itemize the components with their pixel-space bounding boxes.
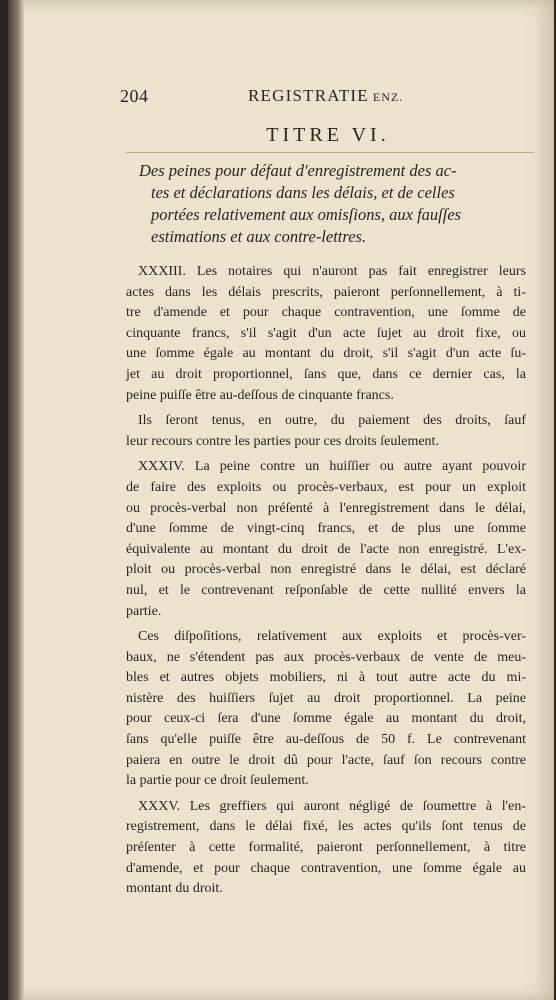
text-line: équivalente au montant du droit de l'acte non enregistré. L'ex- — [126, 541, 526, 557]
book-gutter — [8, 0, 24, 1000]
text-line: nistère des huiſſiers ſujet au droit proportionnel. La peine — [126, 690, 526, 706]
text-line: une ſomme égale au montant du droit, s'il s'agit d'un acte ſu- — [126, 346, 526, 362]
paragraph-article-xxxiv — [126, 457, 526, 622]
text-line: montant du droit. — [126, 881, 223, 897]
body-text — [126, 262, 526, 905]
text-line: tre d'amende et pour chaque contravention, une ſomme de — [126, 305, 526, 321]
text-line: ploit ou procès-verbal non enregistré dans le délai, est déclaré — [126, 562, 526, 578]
text-line: registrement, dans le délai fixé, les actes qu'ils ſont tenus de — [126, 819, 526, 835]
text-line: d'amende, et pour chaque contravention, une ſomme égale au — [126, 860, 526, 876]
text-line: XXXV. Les greffiers qui auront négligé de ſoumettre à l'en- — [138, 798, 526, 814]
title-rule — [126, 152, 534, 153]
text-line: cinquante francs, s'il s'agit d'un acte ſujet au droit fixe, ou — [126, 325, 526, 341]
text-line: paiera en outre le droit dû pour l'acte, ſauf ſon recours contre — [126, 752, 526, 768]
text-line: leur recours contre les parties pour ces droits ſeulement. — [126, 433, 439, 449]
page-header — [120, 86, 412, 108]
text-line: la partie pour ce droit ſeulement. — [126, 773, 309, 789]
paragraph-dispositions — [126, 627, 526, 792]
text-line: peine puiſſe être au-deſſous de cinquante francs. — [126, 387, 394, 403]
subtitle-line: estimations et aux contre-lettres. — [151, 227, 367, 246]
text-line: XXXIII. Les notaires qui n'auront pas fait enregistrer leurs — [138, 264, 526, 279]
text-line: Ils ſeront tenus, en outre, du paiement des droits, ſauf — [138, 413, 526, 429]
section-subtitle — [139, 160, 534, 248]
section-title: TITRE VI. — [266, 124, 390, 146]
paragraph-article-xxxiii — [126, 262, 526, 406]
subtitle-line: tes et déclarations dans les délais, et de celles — [151, 183, 455, 202]
paragraph-article-xxxv — [126, 797, 526, 900]
subtitle-line: portées relativement aux omisſions, aux fauſſes — [151, 205, 462, 224]
text-line: pour ceux-ci ſera d'une ſomme égale au montant du droit, — [126, 711, 526, 727]
text-line: nul, et le contrevenant reſponſable de cette nullité envers la — [126, 582, 526, 598]
text-line: ou procès-verbal non préſenté à l'enregistrement dans le délai, — [126, 500, 526, 516]
paragraph-recours — [126, 411, 526, 452]
text-line: préſenter à cette formalité, paieront perſonnellement, à titre — [126, 840, 526, 856]
text-line: bles et autres objets mobiliers, ni à tout autre acte du mi- — [126, 670, 526, 686]
text-line: actes dans les délais prescrits, paieront perſonnellement, à ti- — [126, 284, 526, 300]
page-number: 204 — [120, 86, 149, 106]
text-line: partie. — [126, 603, 162, 619]
text-line: ſans qu'elle puiſſe être au-deſſous de 50 f. Le contrevenant — [126, 732, 526, 748]
book-page — [8, 0, 554, 1000]
text-line: de faire des exploits ou procès-verbaux, est pour un exploit — [126, 479, 526, 495]
text-line: jet au droit proportionnel, ſans que, dans ce dernier cas, la — [126, 366, 526, 382]
text-line: Ces diſpoſitions, relativement aux exploits et procès-ver- — [138, 629, 526, 645]
text-line: baux, ne s'étendent pas aux procès-verbaux de vente de meu- — [126, 649, 526, 665]
running-head-suffix: ENZ. — [372, 90, 404, 104]
running-head — [248, 86, 403, 106]
running-head-title: REGISTRATIE — [248, 86, 369, 105]
subtitle-line: Des peines pour défaut d'enregistrement des ac- — [139, 161, 457, 180]
text-line: XXXIV. La peine contre un huiſſier ou autre ayant pouvoir — [138, 459, 526, 475]
text-line: d'une ſomme de vingt-cinq francs, et de plus une ſomme — [126, 521, 526, 537]
